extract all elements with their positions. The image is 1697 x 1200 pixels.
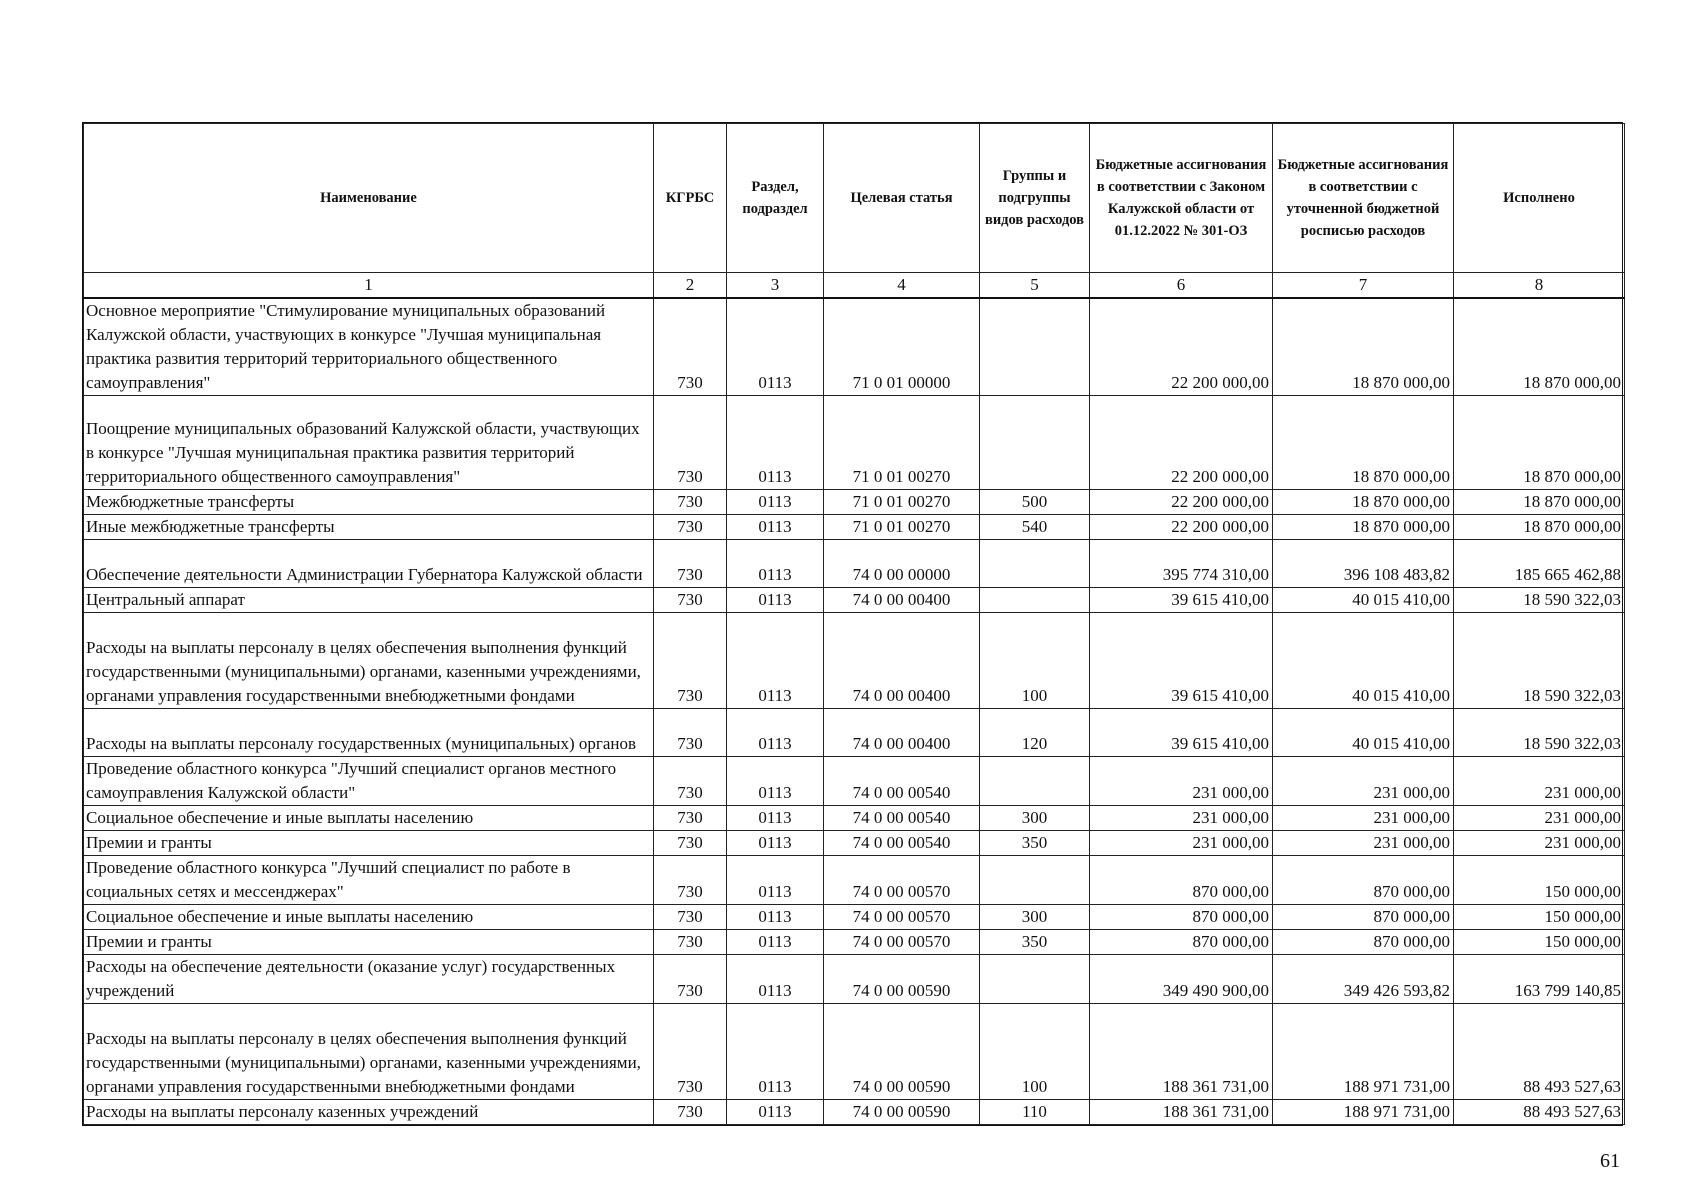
header-section: Раздел, подраздел: [727, 124, 824, 273]
row-section: 0113: [727, 540, 824, 588]
row-section: 0113: [727, 709, 824, 757]
row-expense-group: 120: [980, 709, 1090, 757]
row-kgrbs: 730: [654, 856, 727, 905]
table-row: [84, 540, 1625, 588]
row-section: 0113: [727, 298, 824, 396]
row-law-amount: 395 774 310,00: [1090, 540, 1273, 588]
row-law-amount: 39 615 410,00: [1090, 709, 1273, 757]
row-kgrbs: 730: [654, 955, 727, 1004]
row-kgrbs: 730: [654, 1004, 727, 1100]
table-row: [84, 613, 1625, 709]
table-row: [84, 905, 1625, 930]
row-target-article: 74 0 00 00590: [824, 955, 980, 1004]
table-row: [84, 806, 1625, 831]
row-target-article: 74 0 00 00400: [824, 709, 980, 757]
row-expense-group: 110: [980, 1100, 1090, 1125]
row-section: 0113: [727, 806, 824, 831]
table-row: [84, 709, 1625, 757]
column-number: 5: [980, 273, 1090, 299]
row-name: Обеспечение деятельности Администрации Губернатора Калужской области: [84, 540, 654, 588]
row-target-article: 71 0 01 00270: [824, 396, 980, 490]
row-expense-group: [980, 298, 1090, 396]
row-name: Расходы на обеспечение деятельности (оказание услуг) государственных учреждений: [84, 955, 654, 1004]
row-name: Расходы на выплаты персоналу казенных учреждений: [84, 1100, 654, 1125]
row-section: 0113: [727, 955, 824, 1004]
row-law-amount: 870 000,00: [1090, 905, 1273, 930]
row-law-amount: 188 361 731,00: [1090, 1004, 1273, 1100]
row-law-amount: 870 000,00: [1090, 930, 1273, 955]
row-refined-amount: 40 015 410,00: [1273, 709, 1454, 757]
row-name: Расходы на выплаты персоналу государственных (муниципальных) органов: [84, 709, 654, 757]
row-refined-amount: 231 000,00: [1273, 806, 1454, 831]
row-target-article: 74 0 00 00000: [824, 540, 980, 588]
row-section: 0113: [727, 1004, 824, 1100]
table-row: [84, 515, 1625, 540]
column-number: 2: [654, 273, 727, 299]
row-name: Центральный аппарат: [84, 588, 654, 613]
row-law-amount: 231 000,00: [1090, 806, 1273, 831]
row-target-article: 74 0 00 00570: [824, 856, 980, 905]
row-law-amount: 231 000,00: [1090, 757, 1273, 806]
row-kgrbs: 730: [654, 613, 727, 709]
row-executed-amount: 18 870 000,00: [1454, 515, 1625, 540]
row-target-article: 74 0 00 00540: [824, 757, 980, 806]
row-expense-group: 500: [980, 490, 1090, 515]
row-expense-group: 300: [980, 905, 1090, 930]
row-executed-amount: 185 665 462,88: [1454, 540, 1625, 588]
column-number: 7: [1273, 273, 1454, 299]
column-number: 1: [84, 273, 654, 299]
header-row: [84, 124, 1625, 273]
row-executed-amount: 88 493 527,63: [1454, 1004, 1625, 1100]
row-expense-group: 100: [980, 613, 1090, 709]
row-kgrbs: 730: [654, 806, 727, 831]
table-row: [84, 930, 1625, 955]
row-law-amount: 22 200 000,00: [1090, 396, 1273, 490]
row-expense-group: [980, 396, 1090, 490]
header-law-allocations: Бюджетные ассигнования в соответствии с Законом Калужской области от 01.12.2022 № 301-ОЗ: [1090, 124, 1273, 273]
row-expense-group: [980, 540, 1090, 588]
row-kgrbs: 730: [654, 1100, 727, 1125]
row-refined-amount: 870 000,00: [1273, 930, 1454, 955]
row-section: 0113: [727, 856, 824, 905]
row-kgrbs: 730: [654, 588, 727, 613]
row-refined-amount: 231 000,00: [1273, 831, 1454, 856]
row-kgrbs: 730: [654, 515, 727, 540]
budget-table-container: [82, 122, 1623, 1126]
page-number: 61: [1600, 1150, 1620, 1172]
row-name: Основное мероприятие "Стимулирование муниципальных образований Калужской области, участвующих в конкурсе "Лучшая муниципальная практика развития территорий территориального общественного самоуправления": [84, 298, 654, 396]
row-section: 0113: [727, 1100, 824, 1125]
row-section: 0113: [727, 831, 824, 856]
row-executed-amount: 231 000,00: [1454, 757, 1625, 806]
row-refined-amount: 870 000,00: [1273, 856, 1454, 905]
row-kgrbs: 730: [654, 905, 727, 930]
column-number: 8: [1454, 273, 1625, 299]
header-executed: Исполнено: [1454, 124, 1625, 273]
row-refined-amount: 18 870 000,00: [1273, 298, 1454, 396]
row-name: Социальное обеспечение и иные выплаты населению: [84, 806, 654, 831]
row-target-article: 71 0 01 00270: [824, 490, 980, 515]
row-name: Проведение областного конкурса "Лучший специалист по работе в социальных сетях и мессенджерах": [84, 856, 654, 905]
row-expense-group: 100: [980, 1004, 1090, 1100]
row-name: Социальное обеспечение и иные выплаты населению: [84, 905, 654, 930]
row-section: 0113: [727, 490, 824, 515]
row-expense-group: 300: [980, 806, 1090, 831]
header-kgrbs: КГРБС: [654, 124, 727, 273]
row-expense-group: [980, 588, 1090, 613]
row-target-article: 71 0 01 00270: [824, 515, 980, 540]
row-expense-group: [980, 757, 1090, 806]
table-row: [84, 490, 1625, 515]
row-law-amount: 39 615 410,00: [1090, 588, 1273, 613]
row-kgrbs: 730: [654, 831, 727, 856]
row-refined-amount: 188 971 731,00: [1273, 1100, 1454, 1125]
row-kgrbs: 730: [654, 757, 727, 806]
row-executed-amount: 18 590 322,03: [1454, 613, 1625, 709]
row-refined-amount: 231 000,00: [1273, 757, 1454, 806]
row-name: Поощрение муниципальных образований Калужской области, участвующих в конкурсе "Лучшая муниципальная практика развития территорий территориального общественного самоуправления": [84, 396, 654, 490]
row-refined-amount: 18 870 000,00: [1273, 396, 1454, 490]
row-refined-amount: 870 000,00: [1273, 905, 1454, 930]
row-section: 0113: [727, 515, 824, 540]
row-executed-amount: 18 590 322,03: [1454, 709, 1625, 757]
table-row: [84, 757, 1625, 806]
row-expense-group: 540: [980, 515, 1090, 540]
row-section: 0113: [727, 757, 824, 806]
table-row: [84, 831, 1625, 856]
table-row: [84, 955, 1625, 1004]
row-name: Расходы на выплаты персоналу в целях обеспечения выполнения функций государственными (муниципальными) органами, казенными учреждениями, органами управления государственными внебюджетными фондами: [84, 613, 654, 709]
row-executed-amount: 18 870 000,00: [1454, 298, 1625, 396]
row-law-amount: 231 000,00: [1090, 831, 1273, 856]
row-executed-amount: 18 870 000,00: [1454, 396, 1625, 490]
row-kgrbs: 730: [654, 298, 727, 396]
row-law-amount: 349 490 900,00: [1090, 955, 1273, 1004]
row-executed-amount: 231 000,00: [1454, 831, 1625, 856]
row-section: 0113: [727, 905, 824, 930]
row-kgrbs: 730: [654, 930, 727, 955]
row-executed-amount: 231 000,00: [1454, 806, 1625, 831]
row-target-article: 74 0 00 00570: [824, 930, 980, 955]
column-number: 3: [727, 273, 824, 299]
row-name: Расходы на выплаты персоналу в целях обеспечения выполнения функций государственными (муниципальными) органами, казенными учреждениями, органами управления государственными внебюджетными фондами: [84, 1004, 654, 1100]
row-refined-amount: 349 426 593,82: [1273, 955, 1454, 1004]
row-expense-group: [980, 955, 1090, 1004]
row-kgrbs: 730: [654, 490, 727, 515]
row-expense-group: 350: [980, 930, 1090, 955]
row-law-amount: 22 200 000,00: [1090, 515, 1273, 540]
row-target-article: 74 0 00 00590: [824, 1004, 980, 1100]
row-refined-amount: 188 971 731,00: [1273, 1004, 1454, 1100]
header-refined-allocations: Бюджетные ассигнования в соответствии с уточненной бюджетной росписью расходов: [1273, 124, 1454, 273]
row-law-amount: 188 361 731,00: [1090, 1100, 1273, 1125]
table-row: [84, 1100, 1625, 1125]
table-row: [84, 298, 1625, 396]
row-executed-amount: 150 000,00: [1454, 856, 1625, 905]
row-target-article: 74 0 00 00590: [824, 1100, 980, 1125]
row-executed-amount: 150 000,00: [1454, 930, 1625, 955]
row-name: Премии и гранты: [84, 831, 654, 856]
row-refined-amount: 40 015 410,00: [1273, 613, 1454, 709]
row-target-article: 71 0 01 00000: [824, 298, 980, 396]
row-name: Премии и гранты: [84, 930, 654, 955]
row-target-article: 74 0 00 00400: [824, 613, 980, 709]
row-name: Иные межбюджетные трансферты: [84, 515, 654, 540]
header-target-article: Целевая статья: [824, 124, 980, 273]
budget-table: [83, 123, 1625, 1125]
row-expense-group: 350: [980, 831, 1090, 856]
row-section: 0113: [727, 930, 824, 955]
row-executed-amount: 18 590 322,03: [1454, 588, 1625, 613]
row-section: 0113: [727, 613, 824, 709]
row-executed-amount: 88 493 527,63: [1454, 1100, 1625, 1125]
row-target-article: 74 0 00 00540: [824, 806, 980, 831]
column-number-row: [84, 273, 1625, 299]
row-refined-amount: 18 870 000,00: [1273, 490, 1454, 515]
row-target-article: 74 0 00 00540: [824, 831, 980, 856]
row-law-amount: 39 615 410,00: [1090, 613, 1273, 709]
table-row: [84, 856, 1625, 905]
table-row: [84, 396, 1625, 490]
row-kgrbs: 730: [654, 396, 727, 490]
row-expense-group: [980, 856, 1090, 905]
table-row: [84, 588, 1625, 613]
row-name: Межбюджетные трансферты: [84, 490, 654, 515]
header-name: Наименование: [84, 124, 654, 273]
header-expense-groups: Группы и подгруппы видов расходов: [980, 124, 1090, 273]
row-kgrbs: 730: [654, 540, 727, 588]
row-executed-amount: 150 000,00: [1454, 905, 1625, 930]
column-number: 4: [824, 273, 980, 299]
row-section: 0113: [727, 588, 824, 613]
row-target-article: 74 0 00 00400: [824, 588, 980, 613]
row-kgrbs: 730: [654, 709, 727, 757]
row-name: Проведение областного конкурса "Лучший специалист органов местного самоуправления Калужской области": [84, 757, 654, 806]
column-number: 6: [1090, 273, 1273, 299]
row-executed-amount: 18 870 000,00: [1454, 490, 1625, 515]
table-row: [84, 1004, 1625, 1100]
row-refined-amount: 40 015 410,00: [1273, 588, 1454, 613]
row-refined-amount: 396 108 483,82: [1273, 540, 1454, 588]
row-target-article: 74 0 00 00570: [824, 905, 980, 930]
row-law-amount: 870 000,00: [1090, 856, 1273, 905]
row-section: 0113: [727, 396, 824, 490]
row-law-amount: 22 200 000,00: [1090, 490, 1273, 515]
row-law-amount: 22 200 000,00: [1090, 298, 1273, 396]
row-executed-amount: 163 799 140,85: [1454, 955, 1625, 1004]
row-refined-amount: 18 870 000,00: [1273, 515, 1454, 540]
